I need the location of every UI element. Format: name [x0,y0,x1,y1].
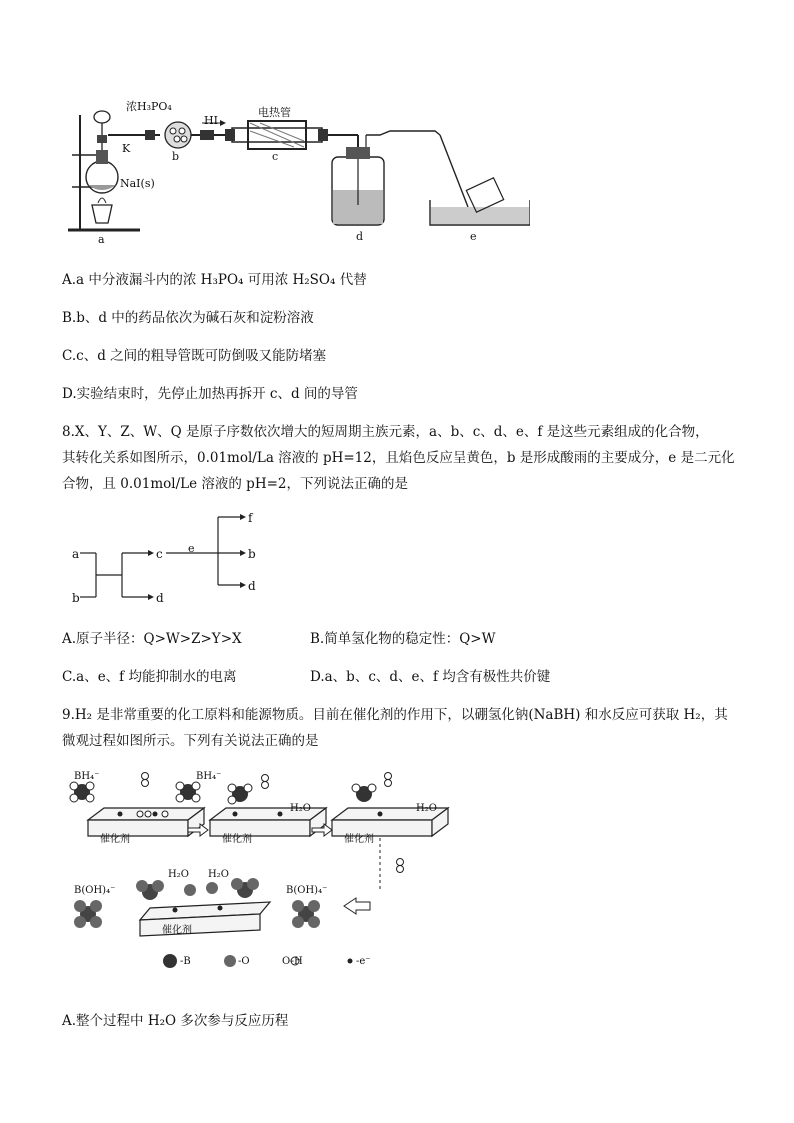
q8-node-c: c [156,547,163,561]
q9-label-bh4-left: BH₄⁻ [74,771,100,782]
q9-catalyst-label-1: 催化剂 [100,834,130,845]
q9-legend-e: -e⁻ [356,956,371,967]
q9-catalyst-label-2: 催化剂 [222,834,252,845]
q9-label-h2o-2: H₂O [416,803,437,814]
q9-legend-o: -O [238,956,250,967]
q9-label-boh4-left: B(OH)₄⁻ [74,885,116,896]
q8-arrow-label-e: e [188,542,195,555]
q9-label-bh4-right: BH₄⁻ [196,771,222,782]
q9-mechanism-figure [60,762,460,980]
q9-stem-line1: 9.H₂ 是非常重要的化工原料和能源物质。目前在催化剂的作用下，以硼氢化钠(NaBH) 和水反应可获取 H₂，其 [62,707,728,723]
q8-stem-line2: 其转化关系如图所示，0.01mol/La 溶液的 pH=12，且焰色反应呈黄色，b 是形成酸雨的主要成分，e 是二元化 [62,450,735,466]
label-c: c [272,150,279,163]
q7-option-a: A.a 中分液漏斗内的浓 H₃PO₄ 可用浓 H₂SO₄ 代替 [62,272,367,288]
q8-option-b: B.简单氢化物的稳定性：Q>W [310,631,496,647]
q8-node-f: f [248,511,253,525]
q9-label-boh4-right: B(OH)₄⁻ [286,885,328,896]
q8-node-d: d [156,591,164,605]
q9-legend-h: O-H [282,956,303,967]
label-a: a [98,233,105,246]
label-conc-acid: 浓H₃PO₄ [126,100,172,113]
q8-node-a: a [72,547,80,561]
q8-stem-line1: 8.X、Y、Z、W、Q 是原子序数依次增大的短周期主族元素，a、b、c、d、e、f 是这些元素组成的化合物， [62,424,709,440]
q9-legend-b: -B [180,956,191,967]
apparatus-figure [60,95,530,245]
q7-option-c: C.c、d 之间的粗导管既可防倒吸又能防堵塞 [62,348,327,364]
q9-label-h2o-3: H₂O [168,869,189,880]
q8-option-a: A.原子半径：Q>W>Z>Y>X [62,631,242,647]
q8-stem-line3: 合物，且 0.01mol/Le 溶液的 pH=2，下列说法正确的是 [62,476,408,492]
q8-option-d: D.a、b、c、d、e、f 均含有极性共价键 [310,669,551,685]
label-b: b [172,150,180,163]
q9-catalyst-label-4: 催化剂 [162,925,192,936]
label-nai: NaI(s) [120,177,155,190]
q8-option-c: C.a、e、f 均能抑制水的电离 [62,669,237,685]
label-d: d [356,230,364,243]
q9-label-h2o-1: H₂O [290,803,311,814]
q9-stem-line2: 微观过程如图所示。下列有关说法正确的是 [62,733,319,749]
q8-node-b: b [72,591,80,605]
q9-catalyst-label-3: 催化剂 [344,834,374,845]
q7-option-d: D.实验结束时，先停止加热再拆开 c、d 间的导管 [62,386,358,402]
q8-node-d2: d [248,579,256,593]
label-k: K [122,142,131,155]
q9-option-a: A.整个过程中 H₂O 多次参与反应历程 [62,1013,289,1029]
label-e: e [470,230,477,243]
q7-option-b: B.b、d 中的药品依次为碱石灰和淀粉溶液 [62,310,314,326]
q8-node-b2: b [248,547,256,561]
q9-label-h2o-4: H₂O [208,869,229,880]
label-heating-tube: 电热管 [258,106,291,119]
label-hi: HI [204,114,218,127]
